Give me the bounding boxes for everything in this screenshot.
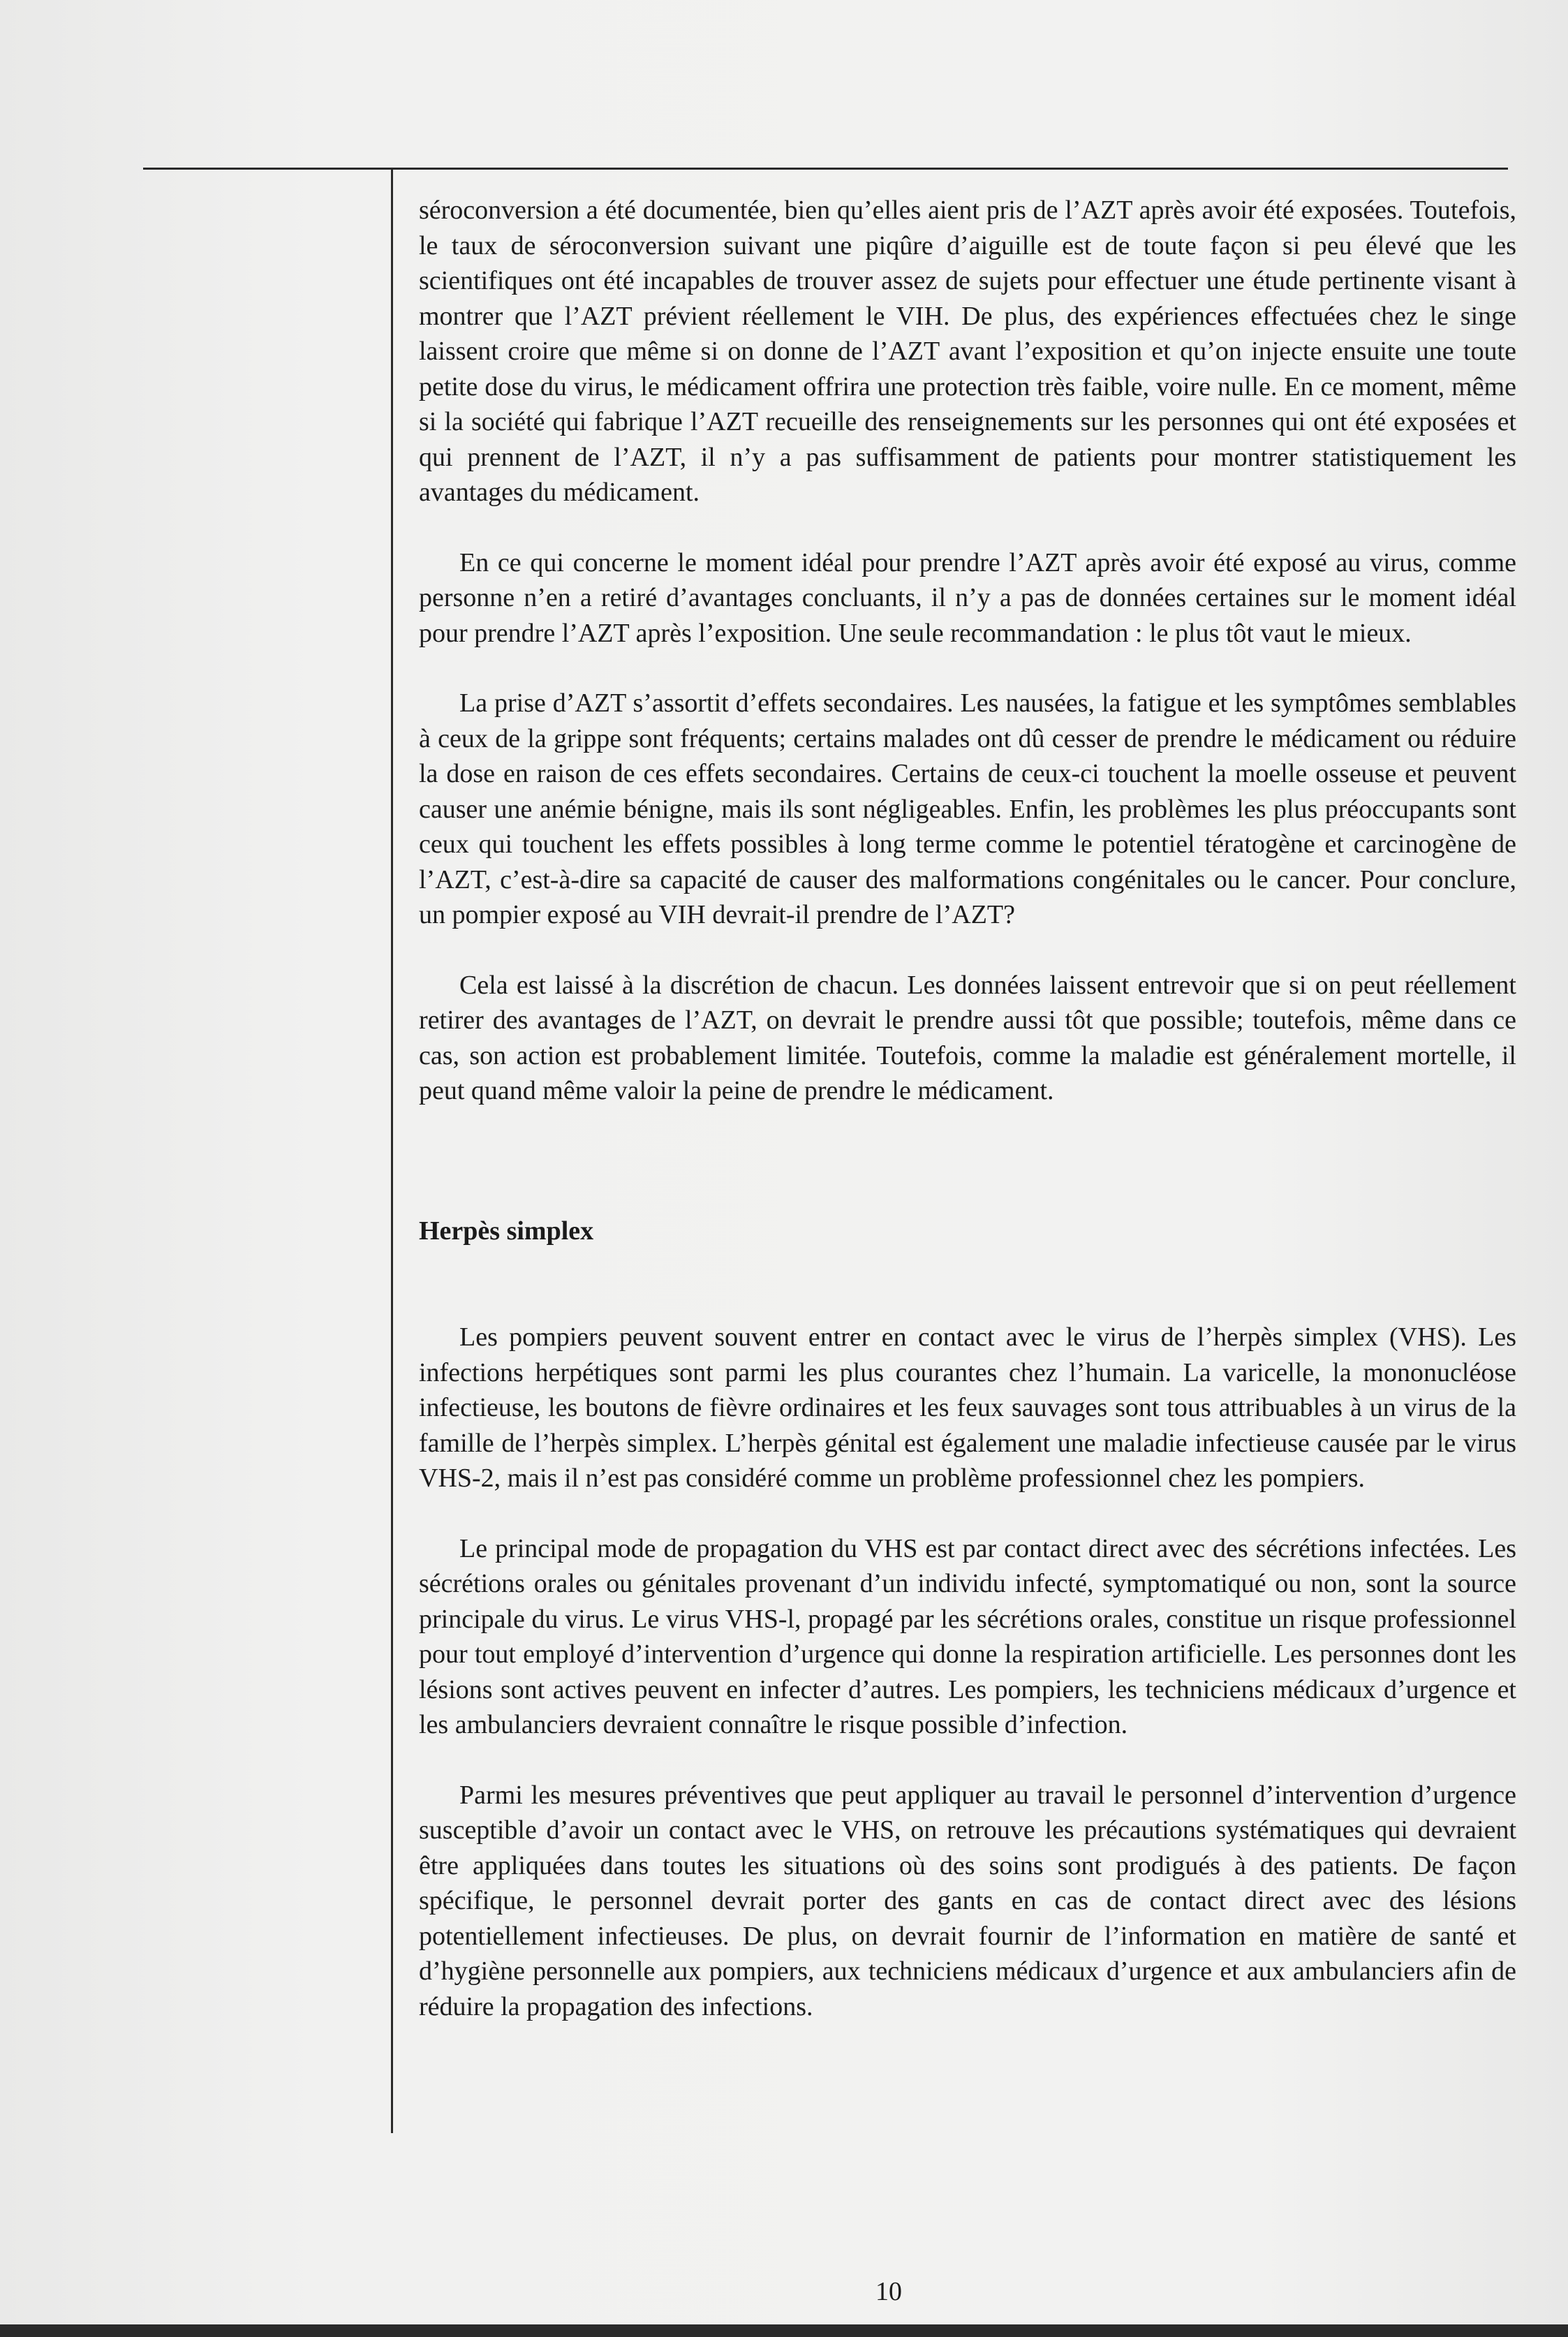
paragraph-seroconversion: séroconversion a été documentée, bien qu’elles aient pris de l’AZT après avoir été exposées. Toutefois, le taux de séroconversion suivant une piqûre d’aiguille est de toute façon si peu élevé que les scientifiques ont été incapables de trouver assez de sujets pour effectuer une étude pertinente visant à montrer que l’AZT prévient réellement le VIH. De plus, des expériences effectuées chez le singe laissent croire que même si on donne de l’AZT avant l’exposition et qu’on injecte ensuite une toute petite dose du virus, le médicament offrira une protection très faible, voire nulle. En ce moment, même si la société qui fabrique l’AZT recueille des renseignements sur les personnes qui ont été exposées et qui prennent de l’AZT, il n’y a pas suffisamment de patients pour montrer statistiquement les avantages du médicament. [419, 196, 1516, 507]
paragraph-discretion: Cela est laissé à la discrétion de chacun. Les données laissent entrevoir que si on peut réellement retirer des avantages de l’AZT, on devrait le prendre aussi tôt que possible; toutefois, même dans ce cas, son action est probablement limitée. Toutefois, comme la maladie est généralement mortelle, il peut quand même valoir la peine de prendre le médicament. [419, 970, 1516, 1105]
margin-rule [391, 170, 393, 2133]
paragraph-herpes-prevention: Parmi les mesures préventives que peut appliquer au travail le personnel d’intervention d’urgence susceptible d’avoir un contact avec le VHS, on retrouve les précautions systématiques qui devraient être appliquées dans toutes les situations où des soins sont prodigués à des patients. De façon spécifique, le personnel devrait porter des gants en cas de contact direct avec des lésions potentiellement infectieuses. De plus, on devrait fournir de l’information en matière de santé et d’hygiène personnelle aux pompiers, aux techniciens médicaux d’urgence et aux ambulanciers afin de réduire la propagation des infections. [419, 1780, 1516, 2021]
section-heading-herpes: Herpès simplex [419, 1216, 594, 1246]
page-number: 10 [875, 2277, 902, 2306]
header-rule [143, 168, 1508, 170]
body-text [419, 193, 1516, 2024]
paragraph-effets-secondaires: La prise d’AZT s’assortit d’effets secondaires. Les nausées, la fatigue et les symptômes semblables à ceux de la grippe sont fréquents; certains malades ont dû cesser de prendre le médicament ou réduire la dose en raison de ces effets secondaires. Certains de ceux-ci touchent la moelle osseuse et peuvent causer une anémie bénigne, mais ils sont négligeables. Enfin, les problèmes les plus préoccupants sont ceux qui touchent les effets possibles à long terme comme le potentiel tératogène et carcinogène de l’AZT, c’est-à-dire sa capacité de causer des malformations congénitales ou le cancer. Pour conclure, un pompier exposé au VIH devrait-il prendre de l’AZT? [419, 688, 1516, 929]
paragraph-herpes-propagation: Le principal mode de propagation du VHS est par contact direct avec des sécrétions infectées. Les sécrétions orales ou génitales provenant d’un individu infecté, symptomatiqué ou non, sont la source principale du virus. Le virus VHS-l, propagé par les sécrétions orales, constitue un risque professionnel pour tout employé d’intervention d’urgence qui donne la respiration artificielle. Les personnes dont les lésions sont actives peuvent en infecter d’autres. Les pompiers, les techniciens médicaux d’urgence et les ambulanciers devraient connaître le risque possible d’infection. [419, 1533, 1516, 1739]
paragraph-herpes-intro: Les pompiers peuvent souvent entrer en contact avec le virus de l’herpès simplex (VHS). Les infections herpétiques sont parmi les plus courantes chez l’humain. La varicelle, la mononucléose infectieuse, les boutons de fièvre ordinaires et les feux sauvages sont tous attribuables à un virus de la famille de l’herpès simplex. L’herpès génital est également une maladie infectieuse causée par le virus VHS-2, mais il n’est pas considéré comme un problème professionnel chez les pompiers. [419, 1322, 1516, 1493]
paragraph-moment-ideal: En ce qui concerne le moment idéal pour prendre l’AZT après avoir été exposé au virus, comme personne n’en a retiré d’avantages concluants, il n’y a pas de données certaines sur le moment idéal pour prendre l’AZT après l’exposition. Une seule recommandation : le plus tôt vaut le mieux. [419, 547, 1516, 648]
scan-bottom-edge [0, 2324, 1568, 2337]
